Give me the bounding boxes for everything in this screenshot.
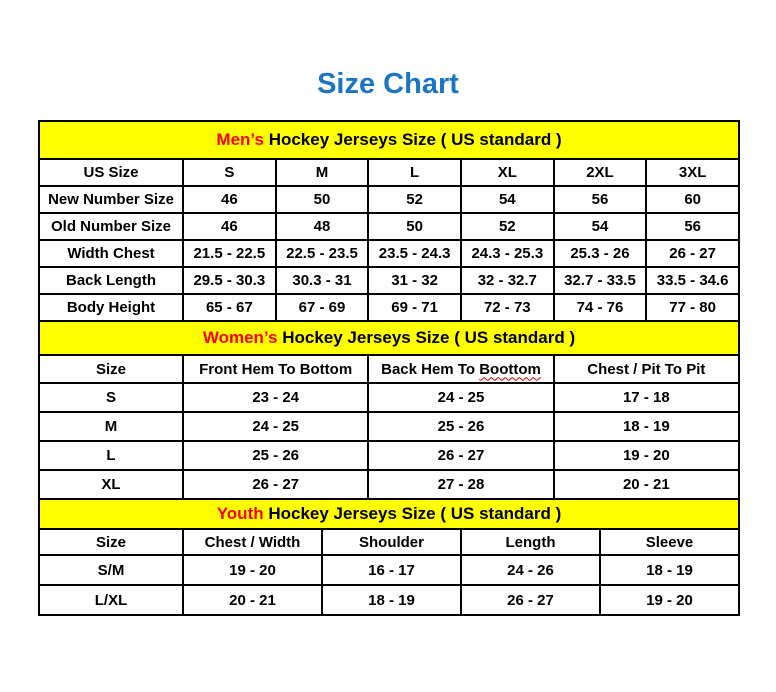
- womens-section-header: [39, 321, 739, 355]
- value-cell: 65 - 67: [183, 294, 276, 321]
- column-header-cell: XL: [461, 159, 554, 186]
- value-cell: 32 - 32.7: [461, 267, 554, 294]
- row-label-cell: Back Length: [39, 267, 183, 294]
- value-cell: 74 - 76: [554, 294, 647, 321]
- value-cell: 23.5 - 24.3: [368, 240, 461, 267]
- youth-column-header-row: [39, 529, 739, 555]
- value-cell: 48: [276, 213, 369, 240]
- value-cell: 67 - 69: [276, 294, 369, 321]
- mens-size-table: [38, 120, 740, 322]
- value-cell: 54: [461, 186, 554, 213]
- youth-accent-text: Youth: [216, 504, 264, 523]
- youth-header-text: Hockey Jerseys Size ( US standard ): [263, 504, 562, 523]
- row-label-cell: Old Number Size: [39, 213, 183, 240]
- column-header-cell: Front Hem To Bottom: [183, 355, 368, 383]
- value-cell: 52: [461, 213, 554, 240]
- mens-section-band: [39, 121, 739, 159]
- table-row: [39, 441, 739, 470]
- table-row: [39, 267, 739, 294]
- row-label-cell: XL: [39, 470, 183, 499]
- table-row: [39, 186, 739, 213]
- row-label-cell: S/M: [39, 555, 183, 585]
- womens-accent-text: Women’s: [202, 328, 278, 347]
- youth-section-band: [39, 499, 739, 529]
- page-title: Size Chart: [317, 68, 459, 100]
- womens-size-table: [38, 320, 740, 500]
- value-cell: 17 - 18: [554, 383, 739, 412]
- table-row: [39, 383, 739, 412]
- youth-size-table: [38, 498, 740, 616]
- value-cell: 26 - 27: [183, 470, 368, 499]
- value-cell: 56: [646, 213, 739, 240]
- value-cell: 24 - 26: [461, 555, 600, 585]
- value-cell: 23 - 24: [183, 383, 368, 412]
- column-header-cell: Chest / Pit To Pit: [554, 355, 739, 383]
- value-cell: 19 - 20: [600, 585, 739, 615]
- row-label-cell: New Number Size: [39, 186, 183, 213]
- value-cell: 24.3 - 25.3: [461, 240, 554, 267]
- value-cell: 54: [554, 213, 647, 240]
- value-cell: 19 - 20: [554, 441, 739, 470]
- value-cell: 52: [368, 186, 461, 213]
- row-label-cell: Body Height: [39, 294, 183, 321]
- column-header-cell: Size: [39, 529, 183, 555]
- value-cell: 26 - 27: [461, 585, 600, 615]
- column-header-cell: L: [368, 159, 461, 186]
- column-header-cell: Length: [461, 529, 600, 555]
- value-cell: 50: [368, 213, 461, 240]
- row-label-cell: M: [39, 412, 183, 441]
- value-cell: 18 - 19: [554, 412, 739, 441]
- value-cell: 25.3 - 26: [554, 240, 647, 267]
- table-row: [39, 585, 739, 615]
- value-cell: 26 - 27: [368, 441, 553, 470]
- size-chart-tables: [38, 120, 738, 616]
- table-row: [39, 213, 739, 240]
- value-cell: 69 - 71: [368, 294, 461, 321]
- row-label-cell: L: [39, 441, 183, 470]
- mens-column-header-row: [39, 159, 739, 186]
- row-label-cell: Width Chest: [39, 240, 183, 267]
- value-cell: 30.3 - 31: [276, 267, 369, 294]
- value-cell: 60: [646, 186, 739, 213]
- column-header-cell: 2XL: [554, 159, 647, 186]
- column-header-cell: [368, 355, 553, 383]
- column-header-cell: Chest / Width: [183, 529, 322, 555]
- value-cell: 46: [183, 186, 276, 213]
- column-header-cell: 3XL: [646, 159, 739, 186]
- value-cell: 46: [183, 213, 276, 240]
- table-row: [39, 294, 739, 321]
- value-cell: 50: [276, 186, 369, 213]
- table-row: [39, 240, 739, 267]
- value-cell: 20 - 21: [554, 470, 739, 499]
- value-cell: 20 - 21: [183, 585, 322, 615]
- value-cell: 24 - 25: [183, 412, 368, 441]
- value-cell: 18 - 19: [322, 585, 461, 615]
- column-header-cell: S: [183, 159, 276, 186]
- value-cell: 32.7 - 33.5: [554, 267, 647, 294]
- column-header-cell: Shoulder: [322, 529, 461, 555]
- table-row: [39, 412, 739, 441]
- value-cell: 26 - 27: [646, 240, 739, 267]
- value-cell: 22.5 - 23.5: [276, 240, 369, 267]
- column-header-cell: M: [276, 159, 369, 186]
- mens-accent-text: Men’s: [216, 130, 264, 149]
- column-header-cell: Sleeve: [600, 529, 739, 555]
- womens-column-header-row: [39, 355, 739, 383]
- value-cell: 16 - 17: [322, 555, 461, 585]
- value-cell: 27 - 28: [368, 470, 553, 499]
- column-header-cell: Size: [39, 355, 183, 383]
- value-cell: 18 - 19: [600, 555, 739, 585]
- value-cell: 19 - 20: [183, 555, 322, 585]
- column-header-cell: US Size: [39, 159, 183, 186]
- value-cell: 29.5 - 30.3: [183, 267, 276, 294]
- value-cell: 72 - 73: [461, 294, 554, 321]
- value-cell: 25 - 26: [368, 412, 553, 441]
- value-cell: 25 - 26: [183, 441, 368, 470]
- value-cell: 33.5 - 34.6: [646, 267, 739, 294]
- value-cell: 21.5 - 22.5: [183, 240, 276, 267]
- value-cell: 56: [554, 186, 647, 213]
- table-row: [39, 555, 739, 585]
- value-cell: 31 - 32: [368, 267, 461, 294]
- womens-section-band: [39, 321, 739, 355]
- row-label-cell: L/XL: [39, 585, 183, 615]
- value-cell: 77 - 80: [646, 294, 739, 321]
- column-header-text: Back Hem To: [381, 360, 480, 378]
- value-cell: 24 - 25: [368, 383, 553, 412]
- womens-header-text: Hockey Jerseys Size ( US standard ): [277, 328, 576, 347]
- misspelled-word: Boottom: [479, 360, 541, 378]
- mens-header-text: Hockey Jerseys Size ( US standard ): [263, 130, 562, 149]
- mens-section-header: [39, 121, 739, 159]
- row-label-cell: S: [39, 383, 183, 412]
- table-row: [39, 470, 739, 499]
- youth-section-header: [39, 499, 739, 529]
